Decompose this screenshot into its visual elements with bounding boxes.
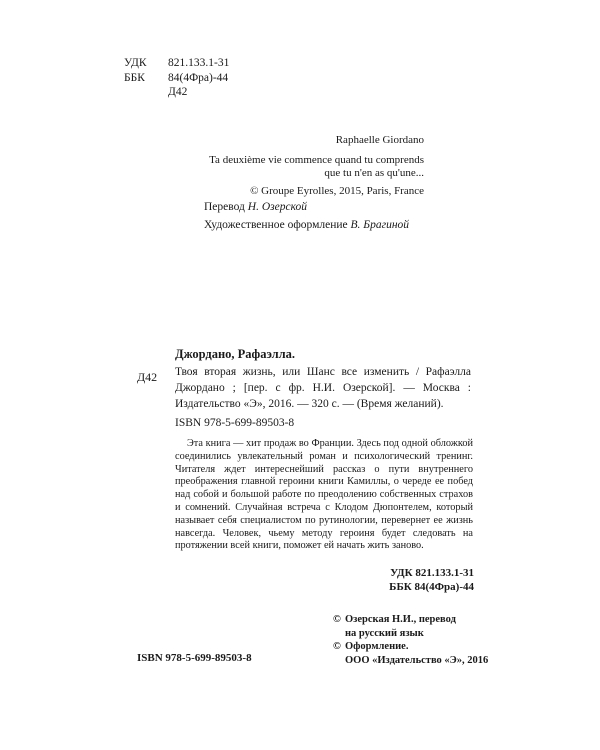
catalog-code: Д42 (137, 370, 158, 384)
original-edition-block (200, 134, 424, 198)
original-author: Raphaelle Giordano (335, 134, 424, 146)
bbk-value: 84(4Фра)-44 (168, 71, 229, 84)
catalog-isbn: ISBN 978-5-699-89503-8 (175, 417, 295, 429)
udk-row (124, 56, 229, 71)
design-credit (204, 218, 409, 233)
original-title-line-2: que tu n'en as qu'une... (324, 167, 424, 179)
catalog-description: Твоя вторая жизнь, или Шанс все изменить / Рафаэлла Джордано ; [пер. с фр. Н.И. Озерской]. — Москва : Издательство «Э», 2016. — 320 с. — (Время желаний). (175, 366, 471, 410)
copyright-translation-line-2: на русский язык (345, 627, 424, 639)
design-label: Художественное оформление (204, 219, 351, 231)
bbk-row (124, 71, 229, 86)
udk-code-right: УДК 821.133.1-31 (390, 567, 474, 579)
translator-name: Н. Озерской (247, 201, 308, 213)
copyright-design-line-2: ООО «Издательство «Э», 2016 (345, 654, 489, 666)
designer-name: В. Брагиной (350, 219, 410, 231)
copyright-symbol: © (333, 614, 341, 625)
original-copyright: © Groupe Eyrolles, 2015, Paris, France (250, 184, 424, 197)
copyright-translation-text: Озерская Н.И., перевод (345, 614, 456, 625)
copyright-design-line-1 (333, 640, 488, 654)
author-code: Д42 (168, 86, 188, 98)
copyright-translation-line-1 (333, 613, 488, 627)
bbk-code-right: ББК 84(4Фра)-44 (389, 581, 474, 593)
original-title-line-1: Ta deuxième vie commence quand tu comprends (209, 153, 424, 166)
udk-value: 821.133.1-31 (168, 57, 230, 69)
translation-credit (204, 200, 409, 215)
credits-block (204, 200, 409, 233)
author-code-row (124, 85, 229, 100)
codes-right-block (389, 566, 474, 594)
catalog-author-heading: Джордано, Рафаэлла. (175, 347, 296, 361)
bottom-isbn: ISBN 978-5-699-89503-8 (137, 652, 252, 664)
translation-label: Перевод (204, 201, 248, 213)
copyright-block (333, 613, 488, 667)
udk-label: УДК (124, 57, 147, 69)
classification-block (124, 56, 229, 100)
bbk-label: ББК (124, 71, 145, 84)
copyright-design-text: Оформление. (345, 641, 409, 652)
annotation (175, 438, 473, 553)
annotation-text: Эта книга — хит продаж во Франции. Здесь под одной обложкой соединились увлекательный роман и психологический тренинг. Читателя ждет интереснейший рассказ о пути внутреннего преображения главной героини книги Камиллы, о череде ее побед над собой и большой работе по преодолению собственных страхов и сомнений. Случайная встреча с Клодом Дюпонтелем, который называет себя специалистом по рутинологии, перевернет ее жизнь навсегда. Человек, чьему методу героиня будет следовать на протяжении всей книги, поможет ей начать жить заново. (175, 438, 473, 552)
copyright-symbol: © (333, 641, 341, 652)
